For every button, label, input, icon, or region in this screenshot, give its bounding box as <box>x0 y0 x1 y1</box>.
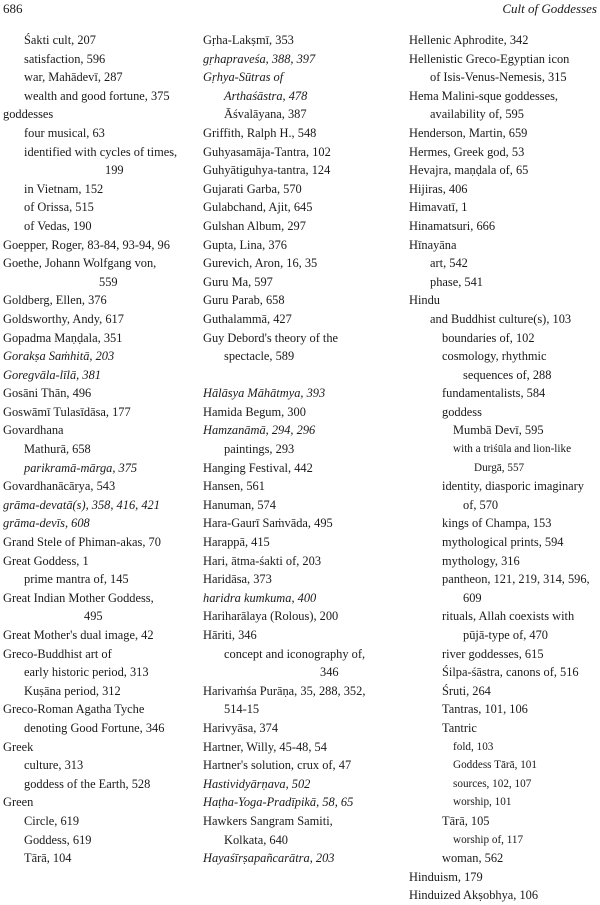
entry-text: Henderson, Martin, 659 <box>409 125 528 140</box>
index-subentry <box>3 775 193 794</box>
index-subentry <box>409 403 599 422</box>
entry-text: Hevajra, maṇḍala of, 65 <box>409 163 529 178</box>
entry-text: goddess of the Earth, 528 <box>24 776 151 791</box>
entry-text: Tantric <box>442 720 477 735</box>
index-entry <box>203 31 399 50</box>
entry-text: satisfaction, 596 <box>24 51 106 66</box>
index-entry <box>409 50 599 87</box>
entry-text: Hara-Gaurī Saṁvāda, 495 <box>203 516 333 531</box>
entry-text: kings of Champa, 153 <box>442 516 552 531</box>
index-entry <box>3 645 193 664</box>
index-entry <box>203 310 399 329</box>
entry-continuation: denoting Good Fortune, 346 <box>24 720 165 735</box>
entry-text: and Buddhist culture(s), 103 <box>430 311 572 326</box>
index-entry <box>3 589 193 626</box>
entry-text: Great Goddess, 1 <box>3 553 89 568</box>
entry-text: Govardhana <box>3 423 64 438</box>
entry-text: Gujarati Garba, 570 <box>203 181 302 196</box>
index-entry <box>203 180 399 199</box>
entry-text: identity, diasporic imaginary <box>442 479 584 494</box>
entry-text: Guru Ma, 597 <box>203 274 273 289</box>
index-entry <box>3 477 193 496</box>
index-entry <box>203 738 399 757</box>
entry-text: grāma-devatā(s), 358, 416, 421 <box>3 497 160 512</box>
index-subentry <box>409 700 599 719</box>
entry-text: Śakti cult, 207 <box>24 33 96 47</box>
entry-text: Hālāsya Māhātmya, 393 <box>203 386 326 401</box>
entry-text: grāma-devīs, 608 <box>3 516 90 531</box>
entry-text: Hermes, Greek god, 53 <box>409 144 525 159</box>
entry-text: Guru Parab, 658 <box>203 293 285 308</box>
entry-text: Goldberg, Ellen, 376 <box>3 293 107 308</box>
index-subentry <box>3 831 193 850</box>
index-entry <box>409 198 599 217</box>
index-entry <box>203 329 399 366</box>
index-entry <box>203 143 399 162</box>
index-entry <box>203 589 399 608</box>
entry-text: Tārā, 105 <box>442 813 490 828</box>
entry-text: Hastividyārṇava, 502 <box>203 776 311 791</box>
entry-text: Goldsworthy, Andy, 617 <box>3 311 124 326</box>
index-entry <box>203 756 399 775</box>
entry-text: sources, 102, 107 <box>453 777 532 790</box>
index-subentry <box>3 756 193 775</box>
entry-continuation: Durgā, 557 <box>474 461 525 474</box>
index-entry <box>3 254 193 291</box>
entry-text: Hellenistic Greco-Egyptian icon <box>409 51 570 66</box>
index-subentry <box>3 50 193 69</box>
entry-text: Hamida Begum, 300 <box>203 404 306 419</box>
entry-text: Gupta, Lina, 376 <box>203 237 287 252</box>
entry-text: Āśvalāyana, 387 <box>224 107 307 122</box>
index-entry <box>203 514 399 533</box>
entry-text: Hari, ātma-śakti of, 203 <box>203 553 322 568</box>
index-entry <box>203 682 399 719</box>
entry-text: Hartner, Willy, 45-48, 54 <box>203 739 327 754</box>
entry-text: Mathurā, 658 <box>24 442 91 457</box>
entry-text: of Vedas, 190 <box>24 218 92 233</box>
index-subentry <box>409 682 599 701</box>
entry-continuation: availability of, 595 <box>430 107 524 122</box>
entry-text: prime mantra of, 145 <box>24 572 129 587</box>
index-entry <box>3 700 193 737</box>
index-subentry <box>3 180 193 199</box>
entry-text: Goddess, 619 <box>24 832 92 847</box>
index-entry <box>3 533 193 552</box>
entry-text: with a triśūla and lion-like <box>453 443 572 456</box>
entry-continuation: 495 <box>84 609 103 624</box>
entry-text: Himavatī, 1 <box>409 200 468 215</box>
entry-continuation: 199 <box>105 163 124 178</box>
index-subentry <box>409 514 599 533</box>
index-entry <box>203 849 399 868</box>
entry-text: early historic period, 313 <box>24 665 149 680</box>
entry-text: fold, 103 <box>453 740 494 753</box>
entry-text: Hellenic Aphrodite, 342 <box>409 33 529 47</box>
entry-text: Hartner's solution, crux of, 47 <box>203 758 352 773</box>
index-entry <box>409 143 599 162</box>
entry-text: of Orissa, 515 <box>24 200 94 215</box>
entry-text: Haṭha-Yoga-Pradīpikā, 58, 65 <box>203 795 354 810</box>
entry-text: wealth and good fortune, 375 <box>24 88 170 103</box>
index-entry <box>203 793 399 812</box>
index-entry <box>3 626 193 645</box>
index-entry <box>203 273 399 292</box>
entry-text: pantheon, 121, 219, 314, 596, <box>442 572 590 587</box>
entry-text: Tantras, 101, 106 <box>442 702 528 717</box>
entry-text: Arthaśāstra, 478 <box>224 88 308 103</box>
entry-text: Govardhanācārya, 543 <box>3 479 116 494</box>
entry-text: identified with cycles of times, <box>24 144 178 159</box>
index-entry <box>203 607 399 626</box>
entry-text: Hema Malini-sque goddesses, <box>409 88 559 103</box>
entry-text: mythology, 316 <box>442 553 520 568</box>
entry-text: haridra kumkuma, 400 <box>203 590 317 605</box>
entry-continuation: 559 <box>99 274 118 289</box>
entry-text: Gulshan Album, 297 <box>203 218 306 233</box>
index-subentry <box>3 849 193 868</box>
entry-text: Harivyāsa, 374 <box>203 720 279 735</box>
index-entry <box>3 105 193 124</box>
index-subentry <box>409 645 599 664</box>
index-subentry <box>3 143 193 180</box>
entry-continuation: spectacle, 589 <box>224 349 295 364</box>
index-entry <box>409 217 599 236</box>
entry-text: art, 542 <box>430 256 468 271</box>
entry-text: Gosāni Thān, 496 <box>3 386 92 401</box>
entry-continuation: 346 <box>320 665 339 680</box>
index-entry <box>3 738 193 757</box>
entry-text: cosmology, rhythmic <box>442 349 547 364</box>
entry-continuation: 609 <box>463 590 482 605</box>
index-entry <box>203 291 399 310</box>
index-subentry <box>409 719 599 738</box>
index-subentry <box>3 663 193 682</box>
index-entry <box>3 291 193 310</box>
index-subentry <box>409 775 599 794</box>
index-subentry <box>3 124 193 143</box>
entry-text: Gorakṣa Saṁhitā, 203 <box>3 349 115 364</box>
entry-text: Goddess Tārā, 101 <box>453 759 537 772</box>
entry-text: Tārā, 104 <box>24 851 72 866</box>
index-entry <box>203 236 399 255</box>
index-entry <box>3 236 193 255</box>
entry-text: Hinduized Akṣobhya, 106 <box>409 888 539 903</box>
index-subentry <box>3 570 193 589</box>
index-entry <box>203 719 399 738</box>
entry-text: Mumbā Devī, 595 <box>453 423 544 438</box>
entry-text: paintings, 293 <box>224 442 295 457</box>
entry-text: Hīnayāna <box>409 237 457 252</box>
index-subentry <box>409 347 599 384</box>
index-entry <box>203 403 399 422</box>
page-header <box>0 0 600 22</box>
index-entry <box>3 421 193 440</box>
entry-text: concept and iconography of, <box>224 646 366 661</box>
entry-text: Griffith, Ralph H., 548 <box>203 125 317 140</box>
index-entry <box>409 236 599 255</box>
index-entry <box>203 217 399 236</box>
index-subentry <box>409 477 599 514</box>
index-subentry <box>409 663 599 682</box>
index-entry <box>409 868 599 887</box>
entry-text: woman, 562 <box>442 851 504 866</box>
index-entry <box>3 403 193 422</box>
index-entry <box>203 161 399 180</box>
entry-text: Goepper, Roger, 83-84, 93-94, 96 <box>3 237 170 252</box>
index-entry <box>203 477 399 496</box>
entry-text: Goregvāla-līlā, 381 <box>3 367 101 382</box>
index-entry <box>203 421 399 440</box>
index-entry <box>203 50 399 69</box>
entry-text: Great Mother's dual image, 42 <box>3 628 154 642</box>
entry-text: fundamentalists, 584 <box>442 386 546 401</box>
entry-text: Hayaśīrṣapañcarātra, 203 <box>203 851 335 866</box>
index-subentry <box>409 254 599 273</box>
index-entry <box>203 384 399 403</box>
index-entry <box>3 793 193 812</box>
index-entry <box>3 310 193 329</box>
entry-continuation: sequences of, 288 <box>463 367 552 382</box>
index-subentry <box>3 812 193 831</box>
entry-text: goddesses <box>3 107 54 122</box>
entry-text: Śruti, 264 <box>442 683 491 698</box>
index-entry <box>203 552 399 571</box>
entry-text: phase, 541 <box>430 274 483 289</box>
index-subentry <box>409 570 599 607</box>
index-subentry <box>409 310 599 329</box>
index-entry <box>203 198 399 217</box>
entry-text: mythological prints, 594 <box>442 535 564 550</box>
index-entry <box>409 291 599 310</box>
entry-continuation: 514-15 <box>224 702 260 717</box>
entry-text: Gṛhya-Sūtras of <box>203 70 284 85</box>
index-entry <box>203 570 399 589</box>
entry-text: Goethe, Johann Wolfgang von, <box>3 256 157 271</box>
entry-text: Hindu <box>409 293 440 308</box>
index-subentry <box>3 217 193 236</box>
index-entry <box>203 496 399 515</box>
entry-text: goddess <box>442 404 482 419</box>
entry-text: rituals, Allah coexists with <box>442 609 575 624</box>
entry-text: Guy Debord's theory of the <box>203 330 339 345</box>
entry-text: Greco-Buddhist art of <box>3 646 112 661</box>
entry-text: Great Indian Mother Goddess, <box>3 590 154 605</box>
index-subentry <box>203 87 399 106</box>
entry-text: Hinduism, 179 <box>409 869 483 884</box>
index-entry <box>3 329 193 348</box>
index-subentry <box>409 384 599 403</box>
entry-text: Hijiras, 406 <box>409 181 468 196</box>
entry-text: Hariharālaya (Rolous), 200 <box>203 609 339 624</box>
entry-text: Gopadma Maṇḍala, 351 <box>3 330 123 345</box>
entry-text: Grand Stele of Phiman-akas, 70 <box>3 535 161 550</box>
entry-text: Hāriti, 346 <box>203 628 257 642</box>
entry-text: Circle, 619 <box>24 813 80 828</box>
index-subentry <box>409 831 599 850</box>
running-head: Cult of Goddesses <box>502 1 597 16</box>
entry-text: war, Mahādevī, 287 <box>24 70 123 85</box>
index-subentry <box>3 87 193 106</box>
entry-text: Hanging Festival, 442 <box>203 460 313 475</box>
page-number: 686 <box>3 1 23 16</box>
index-subentry <box>3 68 193 87</box>
entry-text: Haridāsa, 373 <box>203 572 272 587</box>
index-subentry <box>409 738 599 757</box>
entry-text: four musical, 63 <box>24 125 105 140</box>
entry-text: river goddesses, 615 <box>442 646 544 661</box>
index-entry <box>3 496 193 515</box>
index-subentry <box>409 849 599 868</box>
index-subentry <box>409 812 599 831</box>
index-subentry <box>409 607 599 644</box>
letter-gap <box>203 366 399 385</box>
entry-text: Guthalammā, 427 <box>203 311 292 326</box>
index-entry <box>203 533 399 552</box>
index-entry <box>3 366 193 385</box>
entry-text: Green <box>3 795 34 810</box>
index-subentry <box>409 533 599 552</box>
index-entry <box>3 384 193 403</box>
entry-text: Harivaṁśa Purāṇa, 35, 288, 352, <box>203 683 366 698</box>
index-entry <box>203 459 399 478</box>
entry-text: Greco-Roman Agatha Tyche <box>3 702 145 717</box>
index-subentry <box>203 105 399 124</box>
index-entry <box>409 886 599 905</box>
entry-text: in Vietnam, 152 <box>24 181 104 196</box>
entry-text: culture, 313 <box>24 758 84 773</box>
index-subentry <box>409 793 599 812</box>
entry-text: Goswāmī Tulasīdāsa, 177 <box>3 404 131 419</box>
index-column-2 <box>203 31 399 868</box>
entry-text: worship of, 117 <box>453 833 524 846</box>
index-subentry <box>203 440 399 459</box>
entry-text: Hinamatsuri, 666 <box>409 218 496 233</box>
entry-text: worship, 101 <box>453 796 512 809</box>
entry-text: gṛhapraveśa, 388, 397 <box>203 51 316 66</box>
index-entry <box>203 68 399 87</box>
entry-text: Guhyasamāja-Tantra, 102 <box>203 144 331 159</box>
entry-text: Hansen, 561 <box>203 479 265 494</box>
entry-text: Hamzanāmā, 294, 296 <box>203 423 316 438</box>
entry-continuation: pūjā-type of, 470 <box>463 628 548 642</box>
entry-text: Guhyātiguhya-tantra, 124 <box>203 163 331 178</box>
index-column-3 <box>409 31 599 905</box>
index-subentry <box>3 682 193 701</box>
index-subentry <box>409 552 599 571</box>
index-column-1 <box>3 31 193 868</box>
entry-text: Śilpa-śāstra, canons of, 516 <box>442 665 579 680</box>
index-subentry <box>409 756 599 775</box>
index-entry <box>3 514 193 533</box>
index-entry <box>203 254 399 273</box>
index-entry <box>409 161 599 180</box>
index-subentry <box>409 421 599 440</box>
entry-text: parikramā-mārga, 375 <box>24 460 138 475</box>
index-entry <box>409 31 599 50</box>
index-entry <box>409 180 599 199</box>
index-subentry <box>409 329 599 348</box>
index-subentry <box>203 645 399 682</box>
index-subentry <box>3 198 193 217</box>
index-subentry <box>409 273 599 292</box>
index-entry <box>409 87 599 124</box>
index-entry <box>203 124 399 143</box>
entry-text: Greek <box>3 739 34 754</box>
index-subentry <box>409 440 599 477</box>
entry-text: Gṛha-Lakṣmī, 353 <box>203 33 294 47</box>
index-entry <box>203 812 399 849</box>
entry-continuation: Kolkata, 640 <box>224 832 289 847</box>
index-subentry <box>3 31 193 50</box>
entry-continuation: of, 570 <box>463 497 499 512</box>
entry-text: Gulabchand, Ajit, 645 <box>203 200 313 215</box>
entry-text: Hawkers Sangram Samiti, <box>203 813 333 828</box>
entry-text: Kuṣāna period, 312 <box>24 683 121 698</box>
index-entry <box>203 775 399 794</box>
entry-text: Harappā, 415 <box>203 535 270 550</box>
index-entry <box>203 626 399 645</box>
index-entry <box>409 124 599 143</box>
index-entry <box>3 347 193 366</box>
index-entry <box>3 552 193 571</box>
entry-text: Gurevich, Aron, 16, 35 <box>203 256 318 271</box>
entry-continuation: of Isis-Venus-Nemesis, 315 <box>430 70 567 85</box>
entry-text: Hanuman, 574 <box>203 497 276 512</box>
index-subentry <box>3 440 193 459</box>
entry-text: boundaries of, 102 <box>442 330 535 345</box>
index-subentry <box>3 459 193 478</box>
